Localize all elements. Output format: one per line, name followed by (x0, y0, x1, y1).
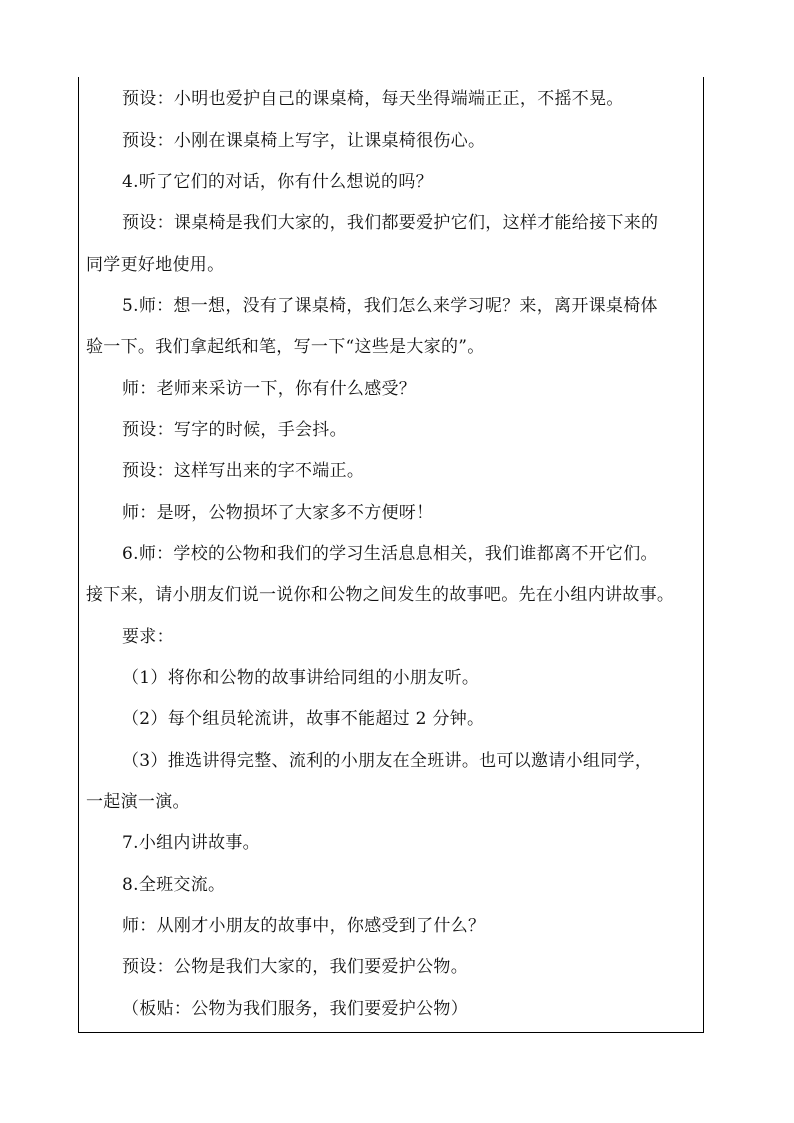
text-line-requirement-1: （1）将你和公物的故事讲给同组的小朋友听。 (122, 668, 480, 688)
text-line-step-4: 4.听了它们的对话，你有什么想说的吗？ (122, 172, 433, 192)
text-line-step-5-a: 5.师：想一想，没有了课桌椅，我们怎么来学习呢？来，离开课桌椅体 (122, 296, 658, 316)
text-line-requirement-3-a: （3）推选讲得完整、流利的小朋友在全班讲。也可以邀请小组同学， (122, 751, 653, 771)
text-line-preset-public-property: 预设：公物是我们大家的，我们要爱护公物。 (122, 957, 468, 977)
text-line-teacher-interview: 师：老师来采访一下，你有什么感受？ (122, 379, 417, 399)
text-line-requirement-2: （2）每个组员轮流讲，故事不能超过 2 分钟。 (122, 709, 485, 729)
text-line-teacher-inconvenient: 师：是呀，公物损坏了大家多不方便呀！ (122, 503, 434, 523)
text-line-preset-xiaogang: 预设：小刚在课桌椅上写字，让课桌椅很伤心。 (122, 131, 486, 151)
text-line-requirement-3-b: 一起演一演。 (86, 792, 190, 812)
text-line-step-8: 8.全班交流。 (122, 875, 226, 895)
text-line-step-5-b: 验一下。我们拿起纸和笔，写一下“这些是大家的”。 (86, 337, 485, 357)
text-line-step-6-b: 接下来，请小朋友们说一说你和公物之间发生的故事吧。先在小组内讲故事。 (86, 585, 675, 605)
text-line-preset-shake: 预设：写字的时候，手会抖。 (122, 420, 347, 440)
text-line-preset-xiaoming: 预设：小明也爱护自己的课桌椅，每天坐得端端正正，不摇不晃。 (122, 89, 624, 109)
text-line-preset-desks-2: 同学更好地使用。 (86, 255, 225, 275)
text-line-preset-desks-1: 预设：课桌椅是我们大家的，我们都要爱护它们，这样才能给接下来的 (122, 213, 659, 233)
text-line-requirements: 要求： (122, 627, 174, 647)
text-line-step-7: 7.小组内讲故事。 (122, 833, 260, 853)
text-line-board-note: （板贴：公物为我们服务，我们要爱护公物） (122, 999, 468, 1019)
text-line-teacher-question: 师：从刚才小朋友的故事中，你感受到了什么？ (122, 916, 486, 936)
text-line-preset-untidy: 预设：这样写出来的字不端正。 (122, 461, 365, 481)
text-line-step-6-a: 6.师：学校的公物和我们的学习生活息息相关，我们谁都离不开它们。 (122, 544, 658, 564)
